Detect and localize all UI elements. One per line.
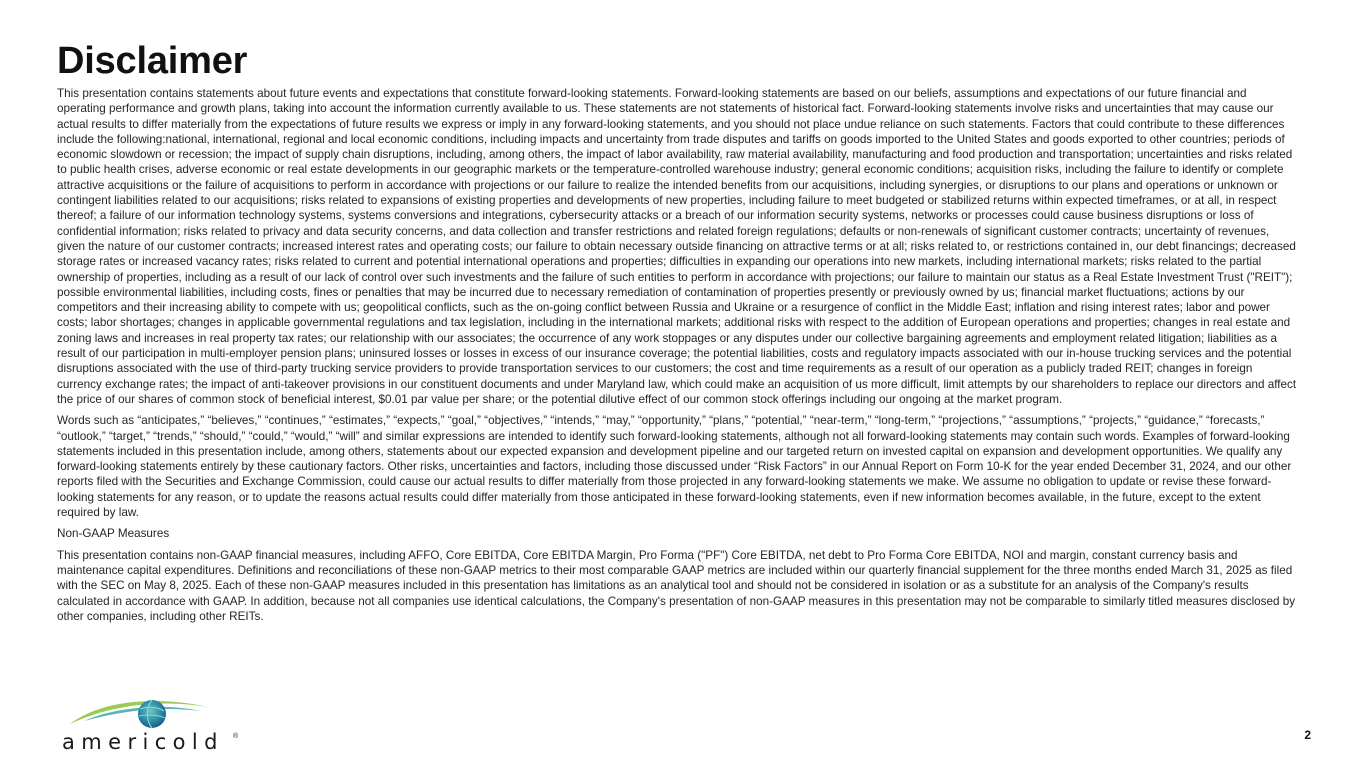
globe-swoosh-icon: [60, 697, 245, 731]
page-number: 2: [1304, 728, 1311, 742]
registered-mark: ®: [233, 733, 239, 740]
non-gaap-heading: Non-GAAP Measures: [57, 527, 170, 541]
page-title: Disclaimer: [57, 40, 248, 82]
logo-wordmark: americold: [62, 730, 224, 754]
forward-looking-paragraph: This presentation contains statements about future events and expectations that constitute forward-looking statements. Forward-looking statements are based on our beliefs, assumptions and expectations of our future financial and operating performance and growth plans, taking into account the information currently available to us. These statements are not statements of historical fact. Forward-looking statements involve risks and uncertainties that may cause our actual results to differ materially from the expectations of future results we express or imply in any forward-looking statements, and you should not place undue reliance on such statements. Factors that could contribute to these differences include the following:national, international, regional and local economic conditions, including impacts and uncertainty from trade disputes and tariffs on goods imported to the United States and goods exported to other countries; periods of economic slowdown or recession; the impact of supply chain disruptions, including, among others, the impact of labor availability, raw material availability, manufacturing and food production and transportation; uncertainties and risks related to public health crises, adverse economic or real estate developments in our geographic markets or the temperature-controlled warehouse industry; general economic conditions; acquisition risks, including the failure to identify or complete attractive acquisitions or the failure of acquisitions to perform in accordance with projections or our failure to realize the intended benefits from our acquisitions, including synergies, or disruptions to our plans and operations or unknown or contingent liabilities related to our acquisitions; risks related to expansions of existing properties and developments of new properties, including failure to meet budgeted or stabilized returns within expected timeframes, or at all, in respect thereof; a failure of our information technology systems, systems conversions and integrations, cybersecurity attacks or a breach of our information security systems, networks or processes could cause business disruptions or loss of confidential information; risks related to privacy and data security concerns, and data collection and transfer restrictions and related foreign regulations; defaults or non-renewals of significant customer contracts; uncertainty of revenues, given the nature of our customer contracts; increased interest rates and operating costs; our failure to obtain necessary outside financing on attractive terms or at all; risks related to, or restrictions contained in, our debt financings; decreased storage rates or increased vacancy rates; risks related to current and potential international operations and properties; difficulties in expanding our operations into new markets, including international markets; risks related to the partial ownership of properties, including as a result of our lack of control over such investments and the failure of such entities to perform in accordance with projections; our failure to maintain our status as a Real Estate Investment Trust ("REIT"); possible environmental liabilities, including costs, fines or penalties that may be incurred due to necessary remediation of contamination of properties presently or previously owned by us; financial market fluctuations; actions by our competitors and their increasing ability to compete with us; geopolitical conflicts, such as the on-going conflict between Russia and Ukraine or a resurgence of conflict in the Middle East; inflation and rising interest rates; labor and power costs; labor shortages; changes in applicable governmental regulations and tax legislation, including in the international markets; additional risks with respect to the addition of European operations and properties; changes in real estate and zoning laws and increases in real property tax rates; our relationship with our associates; the occurrence of any work stoppages or any disputes under our collective bargaining agreements and employment related litigation; liabilities as a result of our participation in multi-employer pension plans; uninsured losses or losses in excess of our insurance coverage; the potential liabilities, costs and regulatory impacts associated with our in-house trucking services and the potential disruptions associated with the use of third-party trucking service providers to provide transportation services to our customers; the cost and time requirements as a result of our operation as a publicly traded REIT; changes in foreign currency exchange rates; the impact of anti-takeover provisions in our constituent documents and under Maryland law, which could make an acquisition of us more difficult, limit attempts by our shareholders to replace our directors and affect the price of our shares of common stock of beneficial interest, $0.01 par value per share; or the potential dilutive effect of our common stock offerings including our ongoing at the market program.: [57, 87, 1297, 406]
disclaimer-body: [57, 86, 1297, 630]
americold-logo: [60, 697, 245, 757]
non-gaap-paragraph: This presentation contains non-GAAP financial measures, including AFFO, Core EBITDA, Core EBITDA Margin, Pro Forma ("PF") Core EBITDA, net debt to Pro Forma Core EBITDA, NOI and margin, constant currency basis and maintenance capital expenditures. Definitions and reconciliations of these non-GAAP metrics to their most comparable GAAP metrics are included within our quarterly financial supplement for the three months ended March 31, 2025 as filed with the SEC on May 8, 2025. Each of these non-GAAP measures included in this presentation has limitations as an analytical tool and should not be considered in isolation or as a substitute for an analysis of the Company's results calculated in accordance with GAAP. In addition, because not all companies use identical calculations, the Company's presentation of non-GAAP measures in this presentation may not be comparable to similarly titled measures disclosed by other companies, including other REITs.: [57, 548, 1296, 623]
words-such-as-paragraph: Words such as “anticipates,” “believes,” “continues,” “estimates,” “expects,” “goal,” “objectives,” “intends,” “may,” “opportunity,” “plans,” “potential,” “near-term,” “long-term,” “projections,” “assumptions,” “projects,” “guidance,” “forecasts,” “outlook,” “target,” “trends,” “should,” “could,” “would,” “will” and similar expressions are intended to identify such forward-looking statements, although not all forward-looking statements may contain such words. Examples of forward-looking statements included in this presentation include, among others, statements about our expected expansion and development pipeline and our targeted return on invested capital on expansion and development opportunities. We qualify any forward-looking statements entirely by these cautionary factors. Other risks, uncertainties and factors, including those discussed under “Risk Factors” in our Annual Report on Form 10-K for the year ended December 31, 2024, and our other reports filed with the Securities and Exchange Commission, could cause our actual results to differ materially from those projected in any forward-looking statements we make. We assume no obligation to update or revise these forward-looking statements for any reason, or to update the reasons actual results could differ materially from those anticipated in these forward-looking statements, even if new information becomes available, in the future, except to the extent required by law.: [57, 414, 1292, 520]
